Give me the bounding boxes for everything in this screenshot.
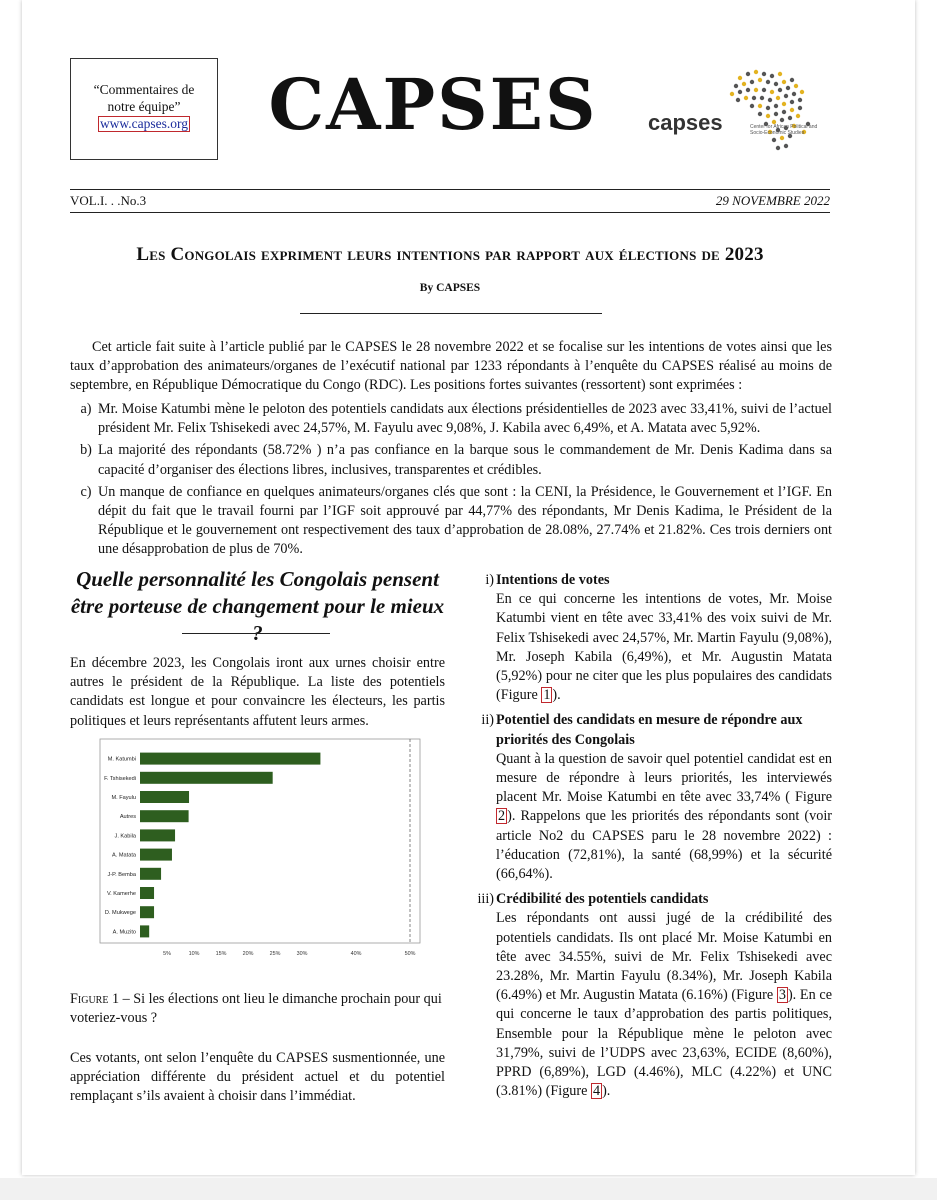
left-paragraph: En décembre 2023, les Congolais iront aux urnes choisir entre autres le président de la République. La liste des potentiels candidats est longue et pour convaincre les électeurs, les partis politiques et leurs représentants affutent leurs armes. bbox=[70, 655, 445, 729]
body-tail: ). bbox=[602, 1083, 611, 1100]
bar bbox=[140, 753, 320, 765]
logo-dot bbox=[774, 82, 778, 86]
logo-dot bbox=[746, 72, 750, 76]
logo-dot bbox=[750, 104, 754, 108]
body-text: En ce qui concerne les intentions de votes, Mr. Moise Katumbi vient en tête avec 33,41% des voix suivi de Mr. Felix Tshisekedi avec 24,57%, Mr. Martin Fayulu (9,08%), Mr. Joseph Kabila (6,49%), et Mr. Augustin Matata (5,92%) pour ne citer que les plus populaires des candidats (Figure bbox=[496, 591, 832, 704]
point-text: Un manque de confiance en quelques animateurs/organes clés que sont : la CENI, la Présidence, le Gouvernement et l’IGF. En dépit du fait que le travail fourni par l’IGF soit approuvé par 44,77% des répondants, Mr Denis Kadima, le Président de la République et le gouvernement ont respectivement des taux d’approbation de 28.08%, 27.74% et 21.82%. Ces trois derniers ont une désapprobation de plus de 70%. bbox=[98, 483, 832, 558]
list-item bbox=[70, 483, 832, 560]
tick-label: 30% bbox=[296, 951, 308, 957]
point-text: La majorité des répondants (58.72% ) n’a pas confiance en la barque sous le commandement de Mr. Denis Kadima dans sa capacité d’organiser des élections libres, inclusives, transparentes et crédibles. bbox=[98, 442, 832, 478]
section-intentions bbox=[470, 571, 832, 705]
body-text: Quant à la question de savoir quel potentiel candidat est en mesure de répondre à leurs priorités, les interviewés placent Mr. Moise Katumbi en tête avec 33,74% ( Figure bbox=[496, 750, 832, 806]
logo-dot bbox=[762, 72, 766, 76]
caption-text: Si les élections ont lieu le dimanche prochain pour qui voteriez-vous ? bbox=[70, 991, 442, 1027]
logo-subtitle: Center for African Political and Socio-Economic Studies bbox=[750, 124, 818, 136]
logo-dot bbox=[776, 146, 780, 150]
tick-label: 50% bbox=[404, 951, 416, 957]
logo-dot bbox=[780, 118, 784, 122]
caption-label: Figure 1 – bbox=[70, 991, 130, 1007]
bar bbox=[140, 772, 273, 784]
logo-dot bbox=[770, 74, 774, 78]
tick-label: 10% bbox=[188, 951, 200, 957]
section-body bbox=[496, 750, 832, 884]
list-item bbox=[70, 441, 832, 479]
logo-dot bbox=[798, 106, 802, 110]
point-label: b) bbox=[80, 442, 92, 459]
section-number: ii) bbox=[481, 712, 494, 729]
logo-dot bbox=[788, 116, 792, 120]
logo-wordmark: capses bbox=[648, 110, 723, 135]
section-body bbox=[496, 909, 832, 1101]
category-label: Autres bbox=[119, 814, 136, 821]
logo-dot bbox=[796, 114, 800, 118]
logo-dot bbox=[766, 106, 770, 110]
logo-dot bbox=[760, 96, 764, 100]
logo-dot bbox=[736, 98, 740, 102]
logo-dot bbox=[758, 112, 762, 116]
logo-dot bbox=[766, 114, 770, 118]
logo-dot bbox=[794, 84, 798, 88]
figure-ref-link[interactable]: 1 bbox=[543, 687, 551, 704]
logo-dot bbox=[762, 88, 766, 92]
logo-dot bbox=[730, 92, 734, 96]
logo-dot bbox=[774, 104, 778, 108]
logo-dot bbox=[768, 98, 772, 102]
logo-dot bbox=[782, 80, 786, 84]
title-divider bbox=[300, 313, 602, 314]
logo-dot bbox=[782, 102, 786, 106]
logo-dot bbox=[798, 98, 802, 102]
logo-dot bbox=[766, 80, 770, 84]
section-potential bbox=[470, 711, 832, 884]
logo-dot bbox=[776, 96, 780, 100]
logo-dot bbox=[778, 72, 782, 76]
category-label: F. Tshisekedi bbox=[104, 775, 136, 782]
logo-dot bbox=[754, 88, 758, 92]
logo-dot bbox=[790, 100, 794, 104]
logo-dot bbox=[784, 94, 788, 98]
logo-dot bbox=[754, 70, 758, 74]
logo-dot bbox=[792, 92, 796, 96]
capses-logo bbox=[648, 68, 828, 160]
byline: By CAPSES bbox=[419, 282, 481, 294]
bar bbox=[140, 849, 172, 861]
left-column bbox=[70, 566, 445, 1105]
logo-dot bbox=[750, 80, 754, 84]
vote-intention-chart bbox=[70, 736, 445, 966]
tick-label: 20% bbox=[242, 951, 254, 957]
bar bbox=[140, 906, 154, 918]
body-tail: ). bbox=[552, 687, 561, 704]
logo-dot bbox=[790, 108, 794, 112]
list-item bbox=[70, 400, 832, 438]
motto-line-1: “Commentaires de bbox=[93, 82, 195, 97]
bar bbox=[140, 887, 154, 899]
tick-label: 5% bbox=[163, 951, 171, 957]
bar bbox=[140, 791, 189, 803]
category-label: M. Fayulu bbox=[111, 795, 136, 801]
section-heading: Quelle personnalité les Congolais pensent être porteuse de changement pour le mieux ? bbox=[70, 567, 445, 645]
section-number: i) bbox=[485, 572, 494, 588]
logo-dot bbox=[744, 96, 748, 100]
closing-paragraph: Ces votants, ont selon l’enquête du CAPSES susmentionnée, une appréciation différente du président actuel et du potentiel remplaçant s’ils avaient à choisir dans l’immédiat. bbox=[70, 1050, 445, 1105]
category-label: J. Kabila bbox=[114, 833, 136, 840]
logo-dot bbox=[770, 90, 774, 94]
logo-dot bbox=[774, 112, 778, 116]
figure-caption bbox=[70, 990, 445, 1028]
figure-ref-link[interactable]: 4 bbox=[592, 1083, 601, 1100]
header-rule-bottom bbox=[70, 212, 830, 213]
logo-dot bbox=[758, 104, 762, 108]
body-tail: ). Rappelons que les priorités des répondants sont (voir article No2 du CAPSES paru le 28 novembre 2022) : l’éducation (72,81%), la santé (68,99%) et la sécurité (66,64%). bbox=[496, 808, 832, 883]
motto-line-2: notre équipe” bbox=[107, 99, 181, 114]
masthead-title: CAPSES bbox=[268, 63, 598, 146]
motto-box bbox=[70, 58, 218, 160]
logo-dot bbox=[786, 86, 790, 90]
point-text: Mr. Moise Katumbi mène le peloton des potentiels candidats aux élections présidentielles de 2023 avec 33,41%, suivi de l’actuel président Mr. Felix Tshisekedi avec 24,57%, M. Fayulu avec 9,08%, J. Kabila avec 6,49%, et A. Matata avec 5,92%. bbox=[98, 401, 832, 437]
logo-dot bbox=[758, 78, 762, 82]
section-number: iii) bbox=[477, 891, 494, 908]
section-title: Intentions de votes bbox=[496, 572, 610, 588]
logo-dot bbox=[778, 88, 782, 92]
key-points bbox=[70, 400, 832, 563]
tick-label: 40% bbox=[350, 951, 362, 957]
bottom-band bbox=[0, 1178, 937, 1200]
logo-dot bbox=[752, 96, 756, 100]
category-label: V. Kamerhe bbox=[106, 891, 136, 897]
right-column bbox=[470, 571, 832, 1107]
section-credibility bbox=[470, 890, 832, 1101]
bar bbox=[140, 829, 175, 841]
logo-dot bbox=[734, 84, 738, 88]
figure-ref-link[interactable]: 3 bbox=[778, 987, 786, 1004]
section-title: Potentiel des candidats en mesure de répondre aux priorités des Congolais bbox=[496, 712, 803, 748]
logo-dot bbox=[784, 144, 788, 148]
logo-dot bbox=[782, 110, 786, 114]
tick-label: 25% bbox=[269, 951, 281, 957]
point-label: c) bbox=[80, 483, 92, 500]
section-body bbox=[496, 590, 832, 705]
issue-date: 29 NOVEMBRE 2022 bbox=[715, 193, 830, 208]
article-title: Les Congolais expriment leurs intentions par rapport aux élections de 2023 bbox=[136, 244, 764, 265]
section-title: Crédibilité des potentiels candidats bbox=[496, 891, 709, 908]
figure-ref-link[interactable]: 2 bbox=[498, 808, 506, 825]
section-divider bbox=[182, 633, 330, 634]
bar bbox=[140, 868, 161, 880]
point-label: a) bbox=[80, 401, 92, 417]
volume-number: VOL.I. . .No.3 bbox=[70, 193, 147, 208]
logo-dot bbox=[738, 76, 742, 80]
category-label: A. Muzito bbox=[112, 929, 136, 936]
logo-dot bbox=[800, 90, 804, 94]
logo-dot bbox=[742, 82, 746, 86]
body-text: Les répondants ont aussi jugé de la crédibilité des potentiels candidats. Ils ont placé Mr. Moise Katumbi en tête avec 34.55%, suivi de Mr. Felix Tshisekedi avec 23.28%, Mr. Martin Fayulu (8.34%), Mr. Joseph Kabila (6.49%) et Mr. Augustin Matata (6.16%) (Figure bbox=[496, 910, 832, 1004]
body-tail: ). En ce qui concerne le taux d’approbation des partis politiques, Ensemble pour la République mène le peloton avec 31,79%, suivi de l’UDPS avec 23,63%, ECIDE (8,60%), PPRD (6,89%), LGD (4.46%), MLC (4.22%) et UNC (3.81%) (Figure bbox=[496, 987, 832, 1100]
category-label: J-P. Bemba bbox=[107, 871, 136, 878]
logo-dot bbox=[790, 78, 794, 82]
header-rule-top bbox=[70, 189, 830, 190]
intro-paragraph: Cet article fait suite à l’article publié par le CAPSES le 28 novembre 2022 et se focalise sur les intentions de votes ainsi que les taux d’approbation des animateurs/organes de l’exécutif national par 1233 répondants à l’enquête du CAPSES réalisé au moins de septembre, en République Démocratique du Congo (RDC). Les positions fortes suivantes (ressortent) sont exprimées : bbox=[70, 339, 832, 394]
logo-dot bbox=[746, 88, 750, 92]
bar bbox=[140, 810, 189, 822]
logo-dot bbox=[772, 138, 776, 142]
category-label: M. Katumbi bbox=[107, 756, 136, 763]
website-link[interactable]: www.capses.org bbox=[99, 116, 189, 131]
bar bbox=[140, 925, 149, 937]
logo-dot bbox=[738, 90, 742, 94]
logo-dot bbox=[780, 136, 784, 140]
category-label: A. Matata bbox=[112, 852, 136, 859]
category-label: D. Mukwege bbox=[104, 910, 136, 917]
tick-label: 15% bbox=[215, 951, 227, 957]
